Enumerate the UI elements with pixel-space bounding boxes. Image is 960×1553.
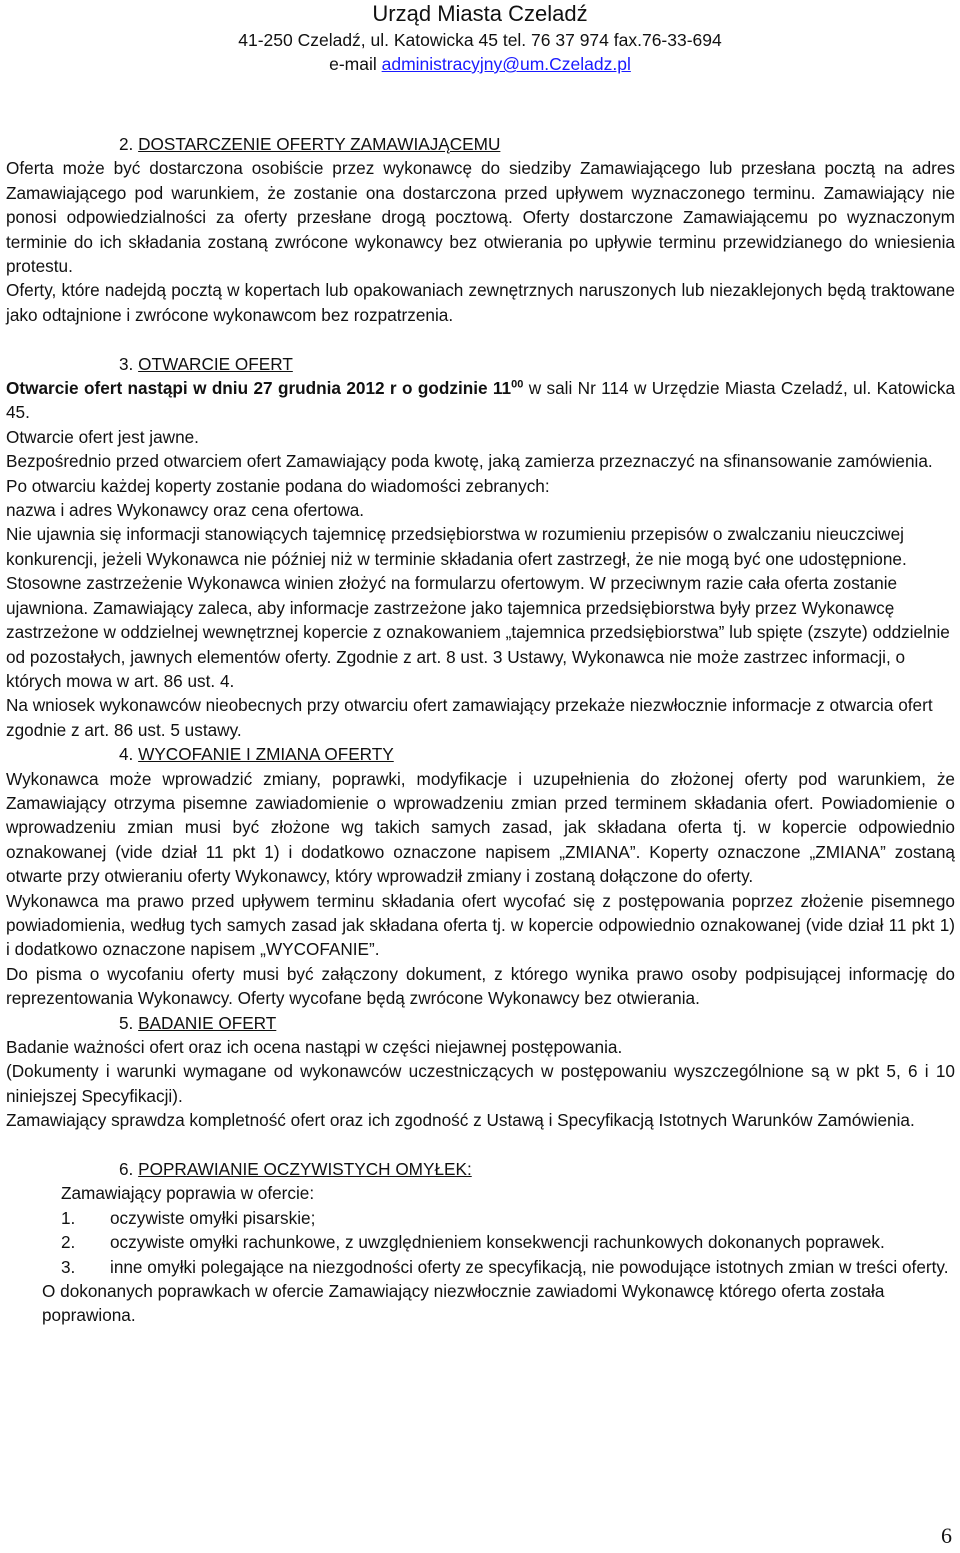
section-2-paragraph-2: Oferty, które nadejdą pocztą w kopertach lub opakowaniach zewnętrznych naruszonych lub niezaklejonych będą traktowane jako odtajnione i zwrócone wykonawcom bez rozpatrzenia.	[6, 280, 955, 325]
section-5-paragraph-2: (Dokumenty i warunki wymagane od wykonawców uczestniczących w postępowaniu wyszczególnione są w pkt 5, 6 i 10 niniejszej Specyfikacji).	[6, 1061, 955, 1106]
trade-secret-paragraph: Nie ujawnia się informacji stanowiących tajemnicę przedsiębiorstwa w rozumieniu przepisów o zwalczaniu nieuczciwej konkurencji, jeżeli Wykonawca nie później niż w terminie składania ofert zastrzegł, że nie mogą być one udostępnione.	[6, 524, 907, 569]
section-5-paragraph-1: Badanie ważności ofert oraz ich ocena nastąpi w części niejawnej postępowania.	[6, 1037, 623, 1058]
list-item-text: inne omyłki polegające na niezgodności oferty ze specyfikacją, nie powodujące istotnych zmian w treści oferty.	[110, 1256, 949, 1277]
opening-time-minutes: 00	[511, 378, 524, 391]
announce-line-1: Po otwarciu każdej koperty zostanie podana do wiadomości zebranych:	[6, 475, 550, 496]
section-5-number: 5.	[119, 1012, 134, 1033]
letterhead-email-line	[0, 56, 960, 74]
list-item	[6, 1206, 955, 1230]
opening-location: w sali Nr 114 w Urzędzie Miasta Czeladź, ul. Katowicka 45.	[6, 378, 955, 423]
section-4-number: 4.	[119, 744, 134, 765]
section-6-number: 6.	[119, 1159, 134, 1180]
budget-announcement: Bezpośrednio przed otwarciem ofert Zamawiający poda kwotę, jaką zamierza przeznaczyć na sfinansowanie zamówienia.	[6, 451, 933, 472]
letterhead-address: 41-250 Czeladź, ul. Katowicka 45 tel. 76 37 974 fax.76-33-694	[238, 30, 722, 50]
list-item-text: oczywiste omyłki rachunkowe, z uwzględnieniem konsekwencji rachunkowych dokonanych poprawek.	[110, 1232, 885, 1253]
list-item-number: 2.	[61, 1232, 76, 1253]
announce-line-2: nazwa i adres Wykonawcy oraz cena ofertowa.	[6, 500, 365, 521]
opening-date-bold: Otwarcie ofert nastąpi w dniu 27 grudnia 2012 r o godzinie 11	[6, 378, 512, 399]
section-2-heading	[6, 132, 955, 156]
section-4-paragraph-2: Wykonawca ma prawo przed upływem terminu składania ofert wycofać się z postępowania poprzez złożenie pisemnego powiadomienia, według tych samych zasad jak składana oferta tj. w kopercie odpowiednio oznakowanej (vide dział 11 pkt 1) i dodatkowo oznaczone napisem „WYCOFANIE”.	[6, 890, 955, 960]
section-5-title: BADANIE OFERT	[138, 1012, 277, 1033]
email-link[interactable]: administracyjny@um.Czeladz.pl	[381, 54, 631, 74]
list-item	[6, 1255, 955, 1279]
list-item	[6, 1230, 955, 1254]
section-6-intro: Zamawiający poprawia w ofercie:	[61, 1183, 315, 1204]
list-item-text: oczywiste omyłki pisarskie;	[110, 1207, 316, 1228]
section-2-number: 2.	[119, 134, 134, 154]
section-3-number: 3.	[119, 353, 134, 374]
section-2-paragraph-1: Oferta może być dostarczona osobiście przez wykonawcę do siedziby Zamawiającego lub przesłana pocztą na adres Zamawiającego pod warunkiem, że zostanie ona dostarczona przed upływem wyznaczonego terminu. Zamawiający nie ponosi odpowiedzialności za oferty przesłane drogą pocztową. Oferty dostarczone Zamawiającemu po wyznaczonym terminie do ich składania zostaną zwrócone wykonawcy bez otwierania po upływie terminu przewidzianego do wniesienia protestu.	[6, 158, 955, 277]
document-body	[6, 132, 955, 1328]
list-item-number: 1.	[61, 1207, 76, 1228]
opening-public-note: Otwarcie ofert jest jawne.	[6, 426, 199, 447]
list-item-number: 3.	[61, 1256, 76, 1277]
section-4-heading	[6, 742, 955, 766]
page-number: 6	[941, 1523, 952, 1548]
reservation-paragraph: Stosowne zastrzeżenie Wykonawca winien złożyć na formularzu ofertowym. W przeciwnym razie cała oferta zostanie ujawniona. Zamawiający zaleca, aby informacje zastrzeżone jako tajemnica przedsiębiorstwa były przez Wykonawcę zastrzeżone w oddzielnej wewnętrznej kopercie z oznakowaniem „tajemnica przedsiębiorstwa” lub spięte (zszyte) oddzielnie od pozostałych, jawnych elementów oferty. Zgodnie z art. 8 ust. 3 Ustawy, Wykonawca nie może zastrzec informacji, o których mowa w art. 86 ust. 4.	[6, 573, 950, 691]
section-5-paragraph-3: Zamawiający sprawdza kompletność ofert oraz ich zgodność z Ustawą i Specyfikacją Istotnych Warunków Zamówienia.	[6, 1110, 915, 1131]
email-label: e-mail	[329, 54, 382, 74]
request-paragraph: Na wniosek wykonawców nieobecnych przy otwarciu ofert zamawiający przekaże niezwłocznie informacje z otwarcia ofert zgodnie z art. 86 ust. 5 ustawy.	[6, 695, 933, 740]
letterhead-title: Urząd Miasta Czeladź	[372, 1, 588, 26]
section-2-title: DOSTARCZENIE OFERTY ZAMAWIAJĄCEMU	[138, 134, 501, 154]
section-5-heading	[6, 1011, 955, 1035]
section-6-heading	[6, 1157, 955, 1181]
section-6-title: POPRAWIANIE OCZYWISTYCH OMYŁEK:	[138, 1159, 472, 1180]
section-4-title: WYCOFANIE I ZMIANA OFERTY	[138, 744, 394, 765]
section-4-paragraph-1: Wykonawca może wprowadzić zmiany, poprawki, modyfikacje i uzupełnienia do złożonej oferty pod warunkiem, że Zamawiający otrzyma pisemne zawiadomienie o wprowadzeniu zmian przed terminem składania ofert. Powiadomienie o wprowadzeniu zmian musi być złożone wg takich samych zasad, jak składana oferta tj. w kopercie odpowiednio oznakowanej (vide dział 11 pkt 1) i dodatkowo oznaczone napisem „ZMIANA”. Koperty oznaczone „ZMIANA” zostaną otwarte przy otwieraniu oferty Wykonawcy, który wprowadził zmiany i zostaną dołączone do oferty.	[6, 768, 955, 887]
section-6-closing: O dokonanych poprawkach w ofercie Zamawiający niezwłocznie zawiadomi Wykonawcę którego oferta została poprawiona.	[42, 1281, 885, 1326]
section-3-title: OTWARCIE OFERT	[138, 353, 293, 374]
opening-date-paragraph	[6, 376, 955, 425]
section-4-paragraph-3: Do pisma o wycofaniu oferty musi być załączony dokument, z którego wynika prawo osoby podpisującej informację do reprezentowania Wykonawcy. Oferty wycofane będą zwrócone Wykonawcy bez otwierania.	[6, 963, 955, 1009]
section-3-heading	[6, 352, 955, 376]
